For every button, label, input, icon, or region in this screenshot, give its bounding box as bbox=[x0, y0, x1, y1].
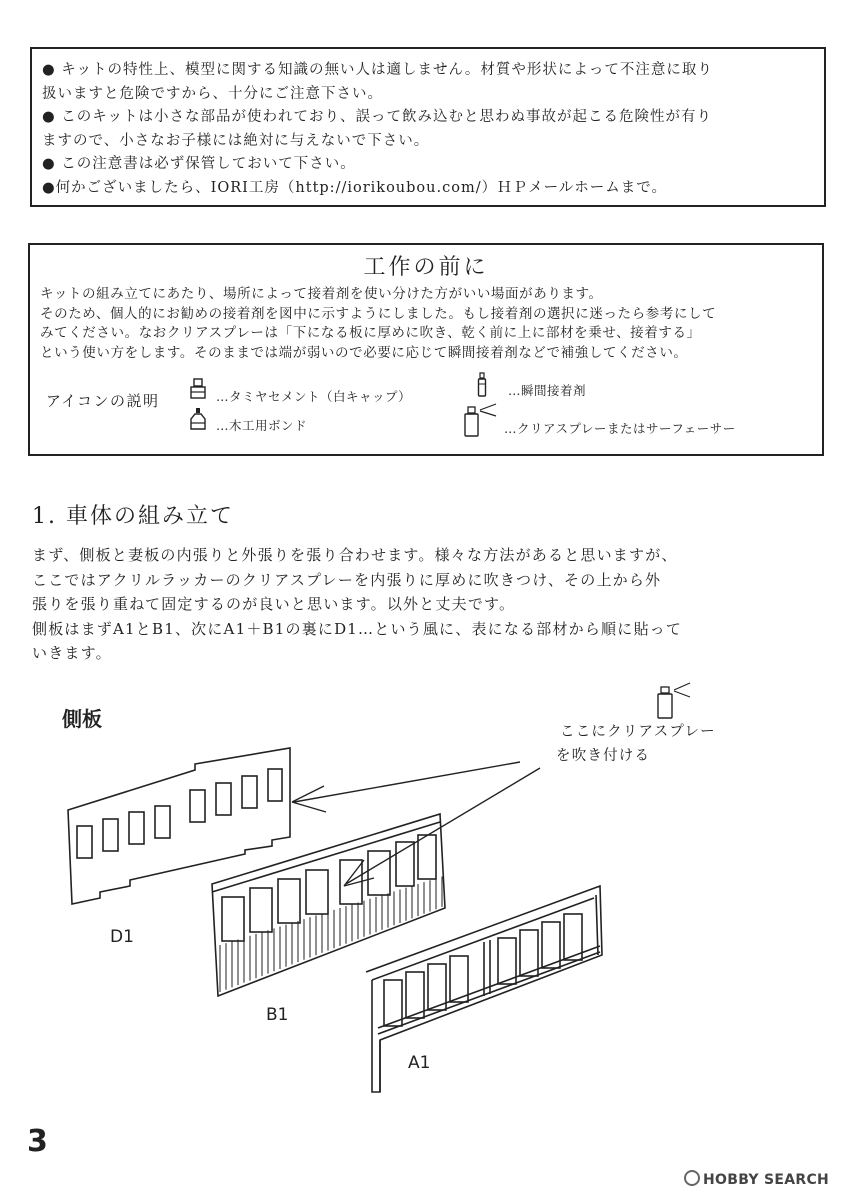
instant-glue-icon bbox=[476, 372, 488, 398]
icon-legend-heading: アイコンの説明 bbox=[46, 392, 160, 410]
warning-line: ● この注意書は必ず保管しておいて下さい。 bbox=[42, 156, 356, 172]
spray-can-icon bbox=[658, 683, 690, 718]
label-a1: A1 bbox=[408, 1053, 431, 1073]
wood-bond-icon bbox=[190, 407, 206, 431]
watermark bbox=[684, 1170, 829, 1188]
tamiya-cement-icon bbox=[190, 378, 206, 400]
before-assembly-title: 工作の前に bbox=[363, 255, 489, 280]
wood-bond-label: …木工用ボンド bbox=[216, 418, 308, 433]
warning-line: ● このキットは小さな部品が使われており、誤って飲み込むと思わぬ事故が起こる危険性が有り bbox=[42, 109, 712, 125]
section-title: 1. 車体の組み立て bbox=[32, 504, 234, 529]
before-line: そのため、個人的にお勧めの接着剤を図中に示すようにしました。もし接着剤の選択に迷ったら参考にして bbox=[40, 305, 717, 322]
panel-a1 bbox=[366, 886, 602, 1092]
spray-can-icon bbox=[462, 403, 502, 439]
warning-line: ● キットの特性上、模型に関する知識の無い人は適しません。材質や形状によって不注意に取り bbox=[42, 62, 713, 78]
intro-line: まず、側板と妻板の内張りと外張りを張り合わせます。様々な方法があると思いますが、 bbox=[32, 546, 678, 564]
label-d1: D1 bbox=[110, 927, 134, 947]
warning-line: ●何かございましたら、IORI工房（http://iorikoubou.com/）ＨＰメールホームまで。 bbox=[42, 179, 667, 196]
section-intro bbox=[32, 543, 822, 666]
page-number: 3 bbox=[27, 1124, 48, 1159]
before-line: キットの組み立てにあたり、場所によって接着剤を使い分けた方がいい場面があります。 bbox=[40, 286, 603, 302]
tamiya-cement-label: …タミヤセメント（白キャップ） bbox=[216, 389, 412, 404]
panel-d1 bbox=[68, 748, 290, 904]
intro-line: 側板はまずA1とB1、次にA1＋B1の裏にD1…という風に、表になる部材から順に貼って bbox=[32, 619, 683, 638]
spray-label: …クリアスプレーまたはサーフェーサー bbox=[504, 421, 736, 436]
before-assembly-box bbox=[28, 243, 824, 456]
intro-line: いきます。 bbox=[32, 644, 112, 662]
watermark-logo-icon bbox=[684, 1170, 700, 1186]
panel-b1-hatching bbox=[220, 877, 442, 992]
intro-line: 張りを張り重ねて固定するのが良いと思います。以外と丈夫です。 bbox=[32, 595, 516, 613]
warning-line: 扱いますと危険ですから、十分にご注意下さい。 bbox=[42, 85, 383, 102]
warning-line: ますので、小さなお子様には絶対に与えないで下さい。 bbox=[42, 132, 430, 149]
side-panel-diagram bbox=[0, 680, 841, 1140]
callout-text-line2: を吹き付ける bbox=[556, 748, 651, 764]
label-b1: B1 bbox=[266, 1005, 289, 1025]
before-line: みてください。なおクリアスプレーは「下になる板に厚めに吹き、乾く前に上に部材を乗せ、接着する」 bbox=[40, 325, 701, 341]
watermark-text: HOBBY SEARCH bbox=[703, 1172, 830, 1188]
before-line: という使い方をします。そのままでは端が弱いので必要に応じて瞬間接着剤などで補強してください。 bbox=[40, 344, 688, 361]
intro-line: ここではアクリルラッカーのクリアスプレーを内張りに厚めに吹きつけ、その上から外 bbox=[32, 570, 662, 589]
warning-box bbox=[30, 47, 826, 207]
instant-glue-label: …瞬間接着剤 bbox=[508, 383, 587, 398]
callout-arrow bbox=[292, 762, 540, 886]
panel-b1 bbox=[212, 814, 445, 996]
diagram-heading: 側板 bbox=[62, 707, 102, 731]
callout-text-line1: ここにクリアスプレー bbox=[560, 724, 716, 740]
